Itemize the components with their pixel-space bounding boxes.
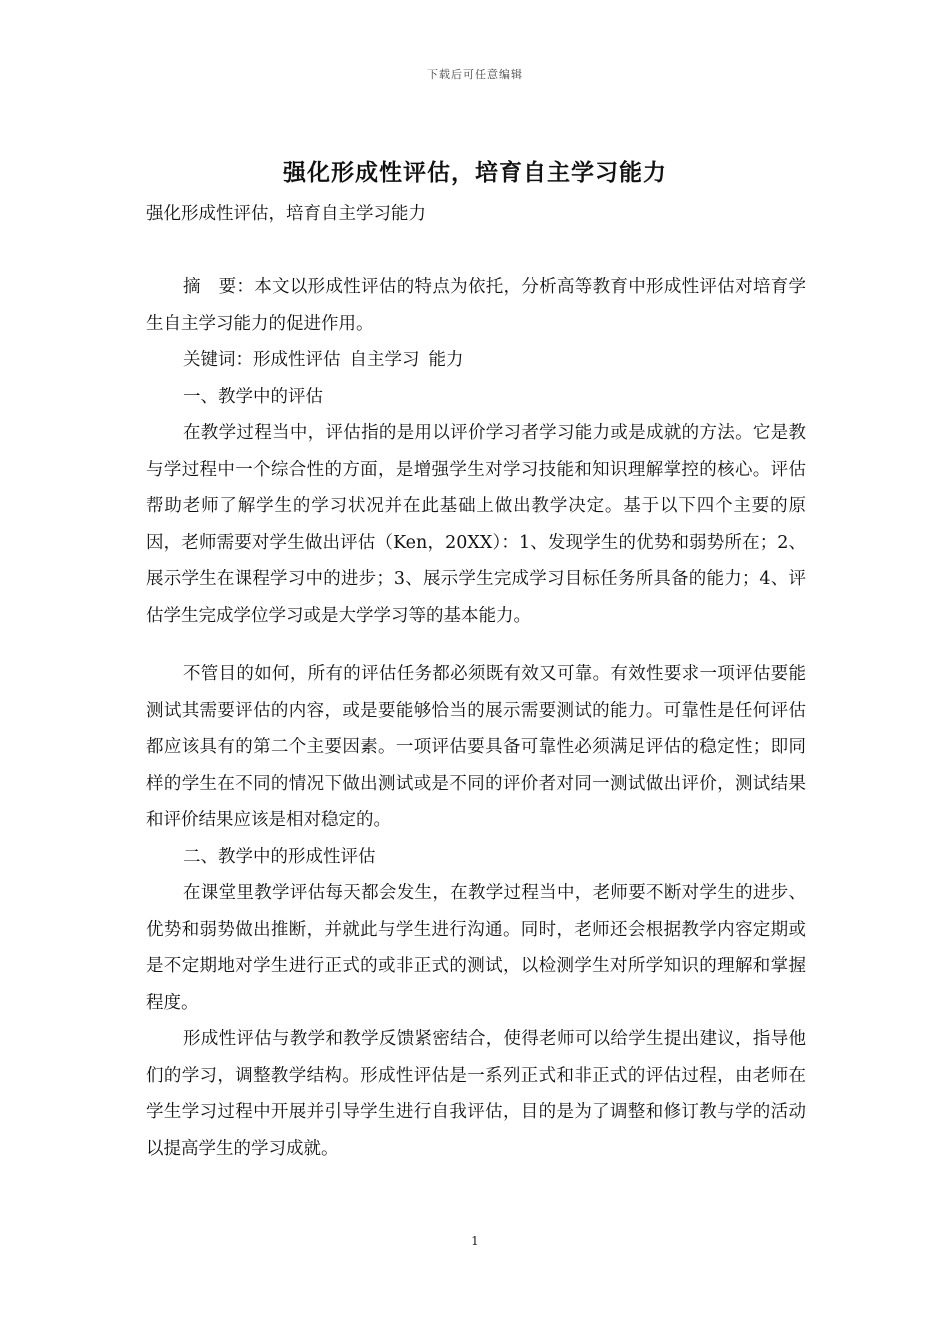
section-paragraph: 形成性评估与教学和教学反馈紧密结合，使得老师可以给学生提出建议，指导他们的学习，调整教学结构。形成性评估是一系列正式和非正式的评估过程，由老师在学生学习过程中开展并引导学生进行自我评估，目的是为了调整和修订教与学的活动以提高学生的学习成就。 — [146, 1029, 806, 1159]
section-paragraph: 在课堂里教学评估每天都会发生，在教学过程当中，老师要不断对学生的进步、优势和弱势做出推断，并就此与学生进行沟通。同时，老师还会根据教学内容定期或是不定期地对学生进行正式的或非正式的测试，以检测学生对所学知识的理解和掌握程度。 — [146, 883, 806, 1013]
abstract-paragraph: 摘 要：本文以形成性评估的特点为依托，分析高等教育中形成性评估对培育学生自主学习能力的促进作用。 — [146, 277, 806, 334]
section-paragraph: 在教学过程当中，评估指的是用以评价学习者学习能力或是成就的方法。它是教与学过程中一个综合性的方面，是增强学生对学习技能和知识理解掌控的核心。评估帮助老师了解学生的学习状况并在此基础上做出教学决定。基于以下四个主要的原因，老师需要对学生做出评估（Ken，20XX）：1、发现学生的优势和弱势所在；2、展示学生在课程学习中的进步；3、展示学生完成学习目标任务所具备的能力；4、评估学生完成学位学习或是大学学习等的基本能力。 — [146, 423, 806, 626]
section-heading: 二、教学中的形成性评估 — [183, 846, 376, 867]
document-title: 强化形成性评估，培育自主学习能力 — [283, 160, 667, 186]
document-body — [146, 196, 806, 1167]
blank-line — [146, 634, 806, 656]
keywords-line — [146, 342, 806, 379]
section-heading: 一、教学中的评估 — [183, 386, 323, 407]
document-subtitle: 强化形成性评估，培育自主学习能力 — [146, 204, 426, 224]
blank-line — [146, 233, 806, 270]
page-number: 1 — [471, 1234, 479, 1248]
keywords-label: 关键词： — [183, 350, 253, 370]
section-paragraph: 不管目的如何，所有的评估任务都必须既有效又可靠。有效性要求一项评估要能测试其需要评估的内容，或是要能够恰当的展示需要测试的能力。可靠性是任何评估都应该具有的第二个主要因素。一项评估要具备可靠性必须满足评估的稳定性；即同样的学生在不同的情况下做出测试或是不同的评价者对同一测试做出评价，测试结果和评价结果应该是相对稳定的。 — [146, 664, 806, 830]
keyword-item: 自主学习 — [349, 350, 420, 370]
keyword-item: 形成性评估 — [253, 350, 341, 370]
keyword-item: 能力 — [428, 350, 464, 370]
page-header-note: 下载后可任意编辑 — [427, 68, 523, 81]
